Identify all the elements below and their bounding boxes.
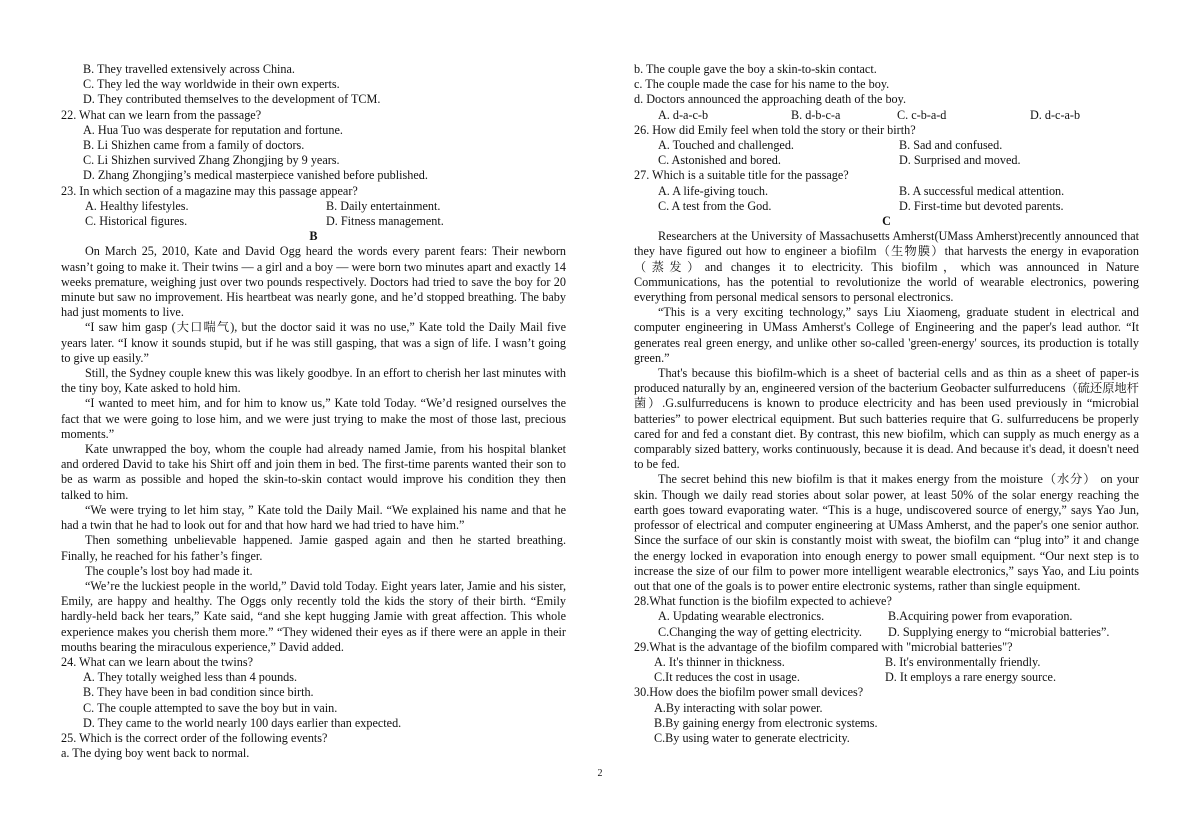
q30-option-a: A.By interacting with solar power. bbox=[654, 700, 823, 715]
q29-option-d: D. It employs a rare energy source. bbox=[885, 670, 1057, 685]
q25-options bbox=[634, 108, 1139, 123]
q22-option-d: D. Zhang Zhongjing’s medical masterpiece vanished before published. bbox=[83, 168, 428, 183]
passage-c-paragraph: “This is a very exciting technology,” says Liu Xiaomeng, graduate student in electrical and computer engineering in UMass Amherst's College of Engineering and the paper's lead author. “It generates real green energy, and unlike other so-called 'green-energy' sources, its production is totally green.” bbox=[634, 305, 1139, 365]
q23-options bbox=[61, 199, 566, 229]
q27-option-a: A. A life-giving touch. bbox=[658, 183, 769, 198]
q26-option-d: D. Surprised and moved. bbox=[899, 153, 1021, 168]
q24-option-d: D. They came to the world nearly 100 days earlier than expected. bbox=[83, 715, 402, 730]
q28-option-d: D. Supplying energy to “microbial batteries”. bbox=[888, 624, 1110, 639]
q28-option-a: A. Updating wearable electronics. bbox=[658, 609, 825, 624]
q21-option-b: B. They travelled extensively across China. bbox=[83, 62, 295, 76]
q27-option-b: B. A successful medical attention. bbox=[899, 183, 1065, 198]
q29-option-c: C.It reduces the cost in usage. bbox=[654, 670, 800, 685]
q25-event-d: d. Doctors announced the approaching death of the boy. bbox=[634, 92, 906, 107]
q26-options bbox=[634, 138, 1139, 168]
q21-option-d: D. They contributed themselves to the development of TCM. bbox=[83, 92, 381, 107]
q27-option-d: D. First-time but devoted parents. bbox=[899, 198, 1064, 213]
q30-stem: 30.How does the biofilm power small devices? bbox=[634, 685, 864, 700]
q26-option-a: A. Touched and challenged. bbox=[658, 138, 794, 153]
q25-event-a: a. The dying boy went back to normal. bbox=[61, 746, 250, 761]
q25-stem: 25. Which is the correct order of the following events? bbox=[61, 730, 328, 745]
q22-stem: 22. What can we learn from the passage? bbox=[61, 107, 262, 122]
passage-b-paragraph: “We’re the luckiest people in the world,” David told Today. Eight years later, Jamie and his sister, Emily, are happy and healthy. The Oggs only recently told the kids the story of their birth. “Emily hardly-held back her tears,” Kate said, “and she kept hugging Jamie with great affection. This whole experience makes you cherish them more.” “They widened their eyes as if there were an apple in their mouths bearing the miraculous experience,” David added. bbox=[61, 578, 566, 654]
q25-event-b: b. The couple gave the boy a skin-to-skin contact. bbox=[634, 62, 877, 76]
passage-c-paragraph: That's because this biofilm-which is a sheet of bacterial cells and as thin as a sheet of paper-is produced naturally by an, engineered version of the bacterium Geobacter sulfurreducens（硫还原地杆菌）.G.sulfurreducens is known to produce electricity and has been used previously in “microbial batteries” to power electrical equipment. But such batteries require that G. sulfurreducens be properly cared for and fed a constant diet. By contrast, this new biofilm, which can supply as much energy as a comparably sized battery, works continuously, because it is dead. And because it's dead, it doesn't need to be fed. bbox=[634, 366, 1139, 472]
q28-option-c: C.Changing the way of getting electricity. bbox=[658, 624, 862, 639]
passage-b-paragraph: “I wanted to meet him, and for him to know us,” Kate told Today. “We’d resigned ourselves the fact that we were going to lose him, and we were just trying to make the most of those last, precious moments.” bbox=[61, 396, 566, 441]
q21-option-c: C. They led the way worldwide in their own experts. bbox=[83, 77, 340, 92]
q24-option-b: B. They have been in bad condition since birth. bbox=[83, 685, 314, 700]
passage-b-paragraph: Then something unbelievable happened. Jamie gasped again and then he started breathing. Finally, he reached for his father’s finger. bbox=[61, 533, 566, 563]
section-b-title: B bbox=[309, 229, 318, 244]
q28-stem: 28.What function is the biofilm expected to achieve? bbox=[634, 594, 892, 609]
q27-stem: 27. Which is a suitable title for the passage? bbox=[634, 168, 849, 183]
left-column bbox=[61, 62, 566, 761]
passage-b-paragraph: “We were trying to let him stay, ” Kate told the Daily Mail. “We explained his name and that he had a twin that he had to look out for and that how hard we had tried to have him.” bbox=[61, 502, 566, 533]
right-column bbox=[634, 62, 1139, 746]
q26-stem: 26. How did Emily feel when told the story or their birth? bbox=[634, 122, 916, 137]
q30-option-c: C.By using water to generate electricity. bbox=[654, 730, 850, 745]
q29-stem: 29.What is the advantage of the biofilm compared with "microbial batteries"? bbox=[634, 639, 1013, 654]
q28-option-b: B.Acquiring power from evaporation. bbox=[888, 609, 1073, 624]
passage-c-paragraph: Researchers at the University of Massachusetts Amherst(UMass Amherst)recently announced that they have figured out how to engineer a biofilm（生物膜）that harvests the energy in evaporation（蒸发）and changes it to electricity. This biofilm，which was announced in Nature Communications, has the potential to revolutionize the world of wearable electronics, powering everything from personal medical sensors to personal electronics. bbox=[634, 229, 1139, 305]
q22-option-c: C. Li Shizhen survived Zhang Zhongjing by 9 years. bbox=[83, 153, 340, 168]
q25-option-d: D. d-c-a-b bbox=[1030, 107, 1081, 122]
q23-stem: 23. In which section of a magazine may this passage appear? bbox=[61, 183, 358, 198]
q27-option-c: C. A test from the God. bbox=[658, 198, 772, 213]
q29-options bbox=[634, 655, 1139, 685]
passage-c-paragraph: The secret behind this new biofilm is that it makes energy from the moisture（水分） on your skin. Though we daily read stories about solar power, at least 50% of the solar energy reaching the earth goes toward evaporating water. “This is a huge, undiscovered source of energy,” says Yao Jun, professor of electrical and computer engineering at UMass Amherst, and the paper's one senior author. Since the surface of our skin is constantly moist with sweat, the biofilm can “plug into” it and change the energy locked in evaporation into enough energy to power small equipment. “Our next step is to increase the size of our film to power more intelligent wearable electronics,” says Yao, and Liu points out that one of the goals is to power entire electronic systems, rather than single equipment. bbox=[634, 472, 1139, 593]
q25-option-b: B. d-b-c-a bbox=[791, 107, 841, 122]
passage-b-paragraph: Still, the Sydney couple knew this was likely goodbye. In an effort to cherish her last minutes with the tiny boy, Kate asked to hold him. bbox=[61, 366, 566, 396]
q24-option-c: C. The couple attempted to save the boy but in vain. bbox=[83, 700, 338, 715]
passage-b-paragraph: The couple’s lost boy had made it. bbox=[85, 563, 253, 578]
q29-option-a: A. It's thinner in thickness. bbox=[654, 654, 785, 669]
q29-option-b: B. It's environmentally friendly. bbox=[885, 654, 1041, 669]
q30-option-b: B.By gaining energy from electronic systems. bbox=[654, 715, 878, 730]
q25-option-a: A. d-a-c-b bbox=[658, 107, 709, 122]
q24-stem: 24. What can we learn about the twins? bbox=[61, 654, 254, 669]
q23-option-c: C. Historical figures. bbox=[85, 214, 188, 229]
q25-event-c: c. The couple made the case for his name to the boy. bbox=[634, 77, 890, 92]
q26-option-c: C. Astonished and bored. bbox=[658, 153, 781, 168]
q23-option-d: D. Fitness management. bbox=[326, 214, 444, 229]
passage-b-paragraph: Kate unwrapped the boy, whom the couple had already named Jamie, from his hospital blanket and ordered David to take his Shirt off and join them in bed. The first-time parents wanted their son to be as warm as possible and hoped the skin-to-skin contact would improve his condition they then talked to him. bbox=[61, 442, 566, 502]
q28-options bbox=[634, 609, 1139, 639]
q26-option-b: B. Sad and confused. bbox=[899, 138, 1003, 153]
page-number: 2 bbox=[597, 768, 603, 779]
q25-option-c: C. c-b-a-d bbox=[897, 107, 947, 122]
q24-option-a: A. They totally weighed less than 4 pounds. bbox=[83, 670, 298, 685]
q23-option-a: A. Healthy lifestyles. bbox=[85, 198, 189, 213]
passage-b-paragraph: “I saw him gasp (大口喘气), but the doctor said it was no use,” Kate told the Daily Mail five years later. “I know it sounds stupid, but if he was still gasping, that was a sign of life. I wasn’t going to give up easily.” bbox=[61, 320, 566, 365]
q23-option-b: B. Daily entertainment. bbox=[326, 198, 441, 213]
q22-option-a: A. Hua Tuo was desperate for reputation and fortune. bbox=[83, 122, 343, 137]
section-c-title: C bbox=[882, 214, 891, 229]
passage-b-paragraph: On March 25, 2010, Kate and David Ogg heard the words every parent fears: Their newborn wasn’t going to make it. Their twins — a girl and a boy — were born two minutes apart and exactly 14 weeks premature, weighing just over two pounds respectively. Doctors had tried to save the boy for 20 minute but saw no improvement. His heartbeat was nearly gone, and he’d stopped breathing. The baby had just moments to live. bbox=[61, 244, 566, 320]
q27-options bbox=[634, 184, 1139, 214]
q22-option-b: B. Li Shizhen came from a family of doctors. bbox=[83, 138, 305, 153]
